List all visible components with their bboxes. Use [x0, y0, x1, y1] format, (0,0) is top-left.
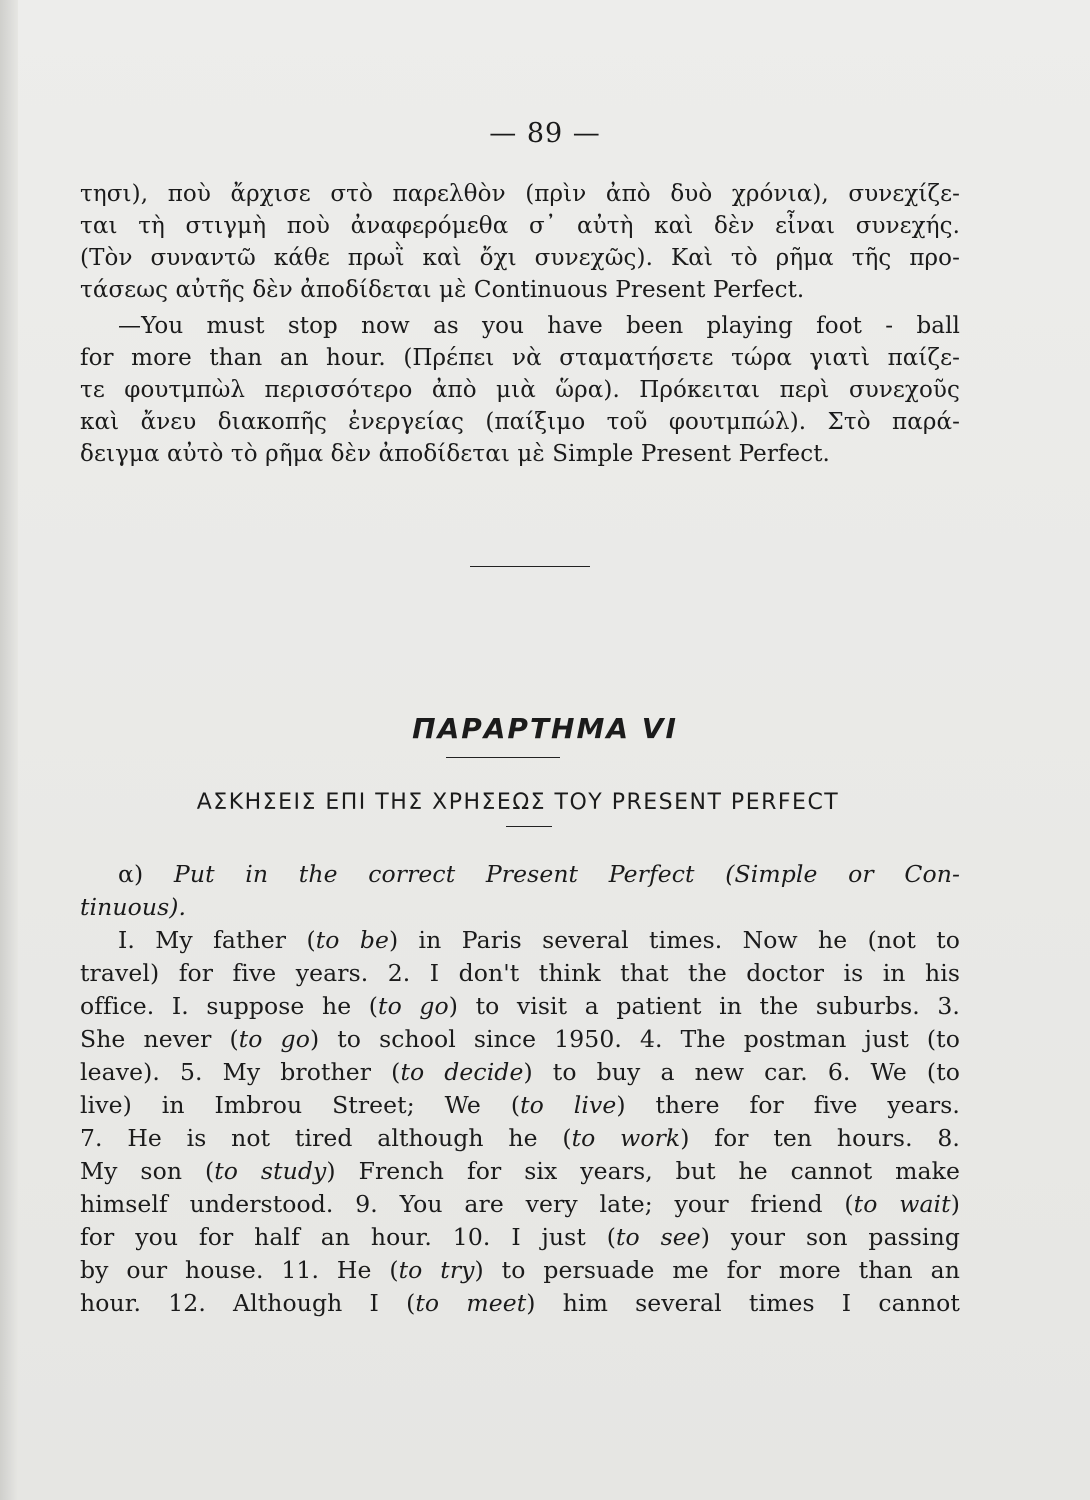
text-line: 7. He is not tired although he (to work) for ten hours. 8. [80, 1124, 960, 1152]
text-line: for more than an hour. (Πρέπει νὰ σταματήσετε τώρα γιατὶ παίζε- [80, 345, 960, 371]
exercise-label: α) [118, 860, 144, 888]
text-line: for you for half an hour. 10. I just (to see) your son passing [80, 1223, 960, 1251]
text-line: τάσεως αὐτῆς δὲν ἀποδίδεται μὲ Continuous Present Perfect. [80, 277, 805, 303]
text-line: leave). 5. My brother (to decide) to buy a new car. 6. We (to [80, 1058, 960, 1086]
title-underline [446, 757, 560, 758]
text-line: office. I. suppose he (to go) to visit a patient in the suburbs. 3. [80, 992, 961, 1020]
intro-paragraph [80, 178, 960, 306]
text-line: My son (to study) French for six years, but he cannot make [80, 1157, 961, 1185]
appendix-title: ΠΑΡΑΡΤΗΜΑ VI [412, 712, 678, 745]
example-paragraph [80, 310, 960, 470]
section-divider [470, 566, 590, 567]
exercise-instruction [80, 858, 960, 891]
text-line: —You must stop now as you have been playing foot - ball [118, 313, 960, 339]
exercise-instruction-text: Put in the correct Present Perfect (Simple or Con- [173, 860, 960, 888]
text-line: καὶ ἄνευ διακοπῆς ἐνεργείας (παίξιμο τοῦ φουτμπώλ). Στὸ παρά- [80, 409, 960, 435]
section-underline [506, 826, 552, 827]
section-title: ΑΣΚΗΣΕΙΣ ΕΠΙ ΤΗΣ ΧΡΗΣΕΩΣ ΤΟΥ PRESENT PERFECT [196, 790, 840, 815]
text-line: live) in Imbrou Street; We (to live) there for five years. [80, 1091, 960, 1119]
exercise-instruction-text: tinuous). [80, 893, 187, 921]
text-line: by our house. 11. He (to try) to persuade me for more than an [80, 1256, 960, 1284]
text-line: (Τὸν συναντῶ κάθε πρωῒ καὶ ὄχι συνεχῶς). Καὶ τὸ ρῆμα τῆς προ- [80, 245, 960, 271]
text-line: τησι), ποὺ ἄρχισε στὸ παρελθὸν (πρὶν ἀπὸ δυὸ χρόνια), συνεχίζε- [80, 181, 960, 207]
text-line: I. My father (to be) in Paris several times. Now he (not to [118, 926, 961, 954]
exercise-block [80, 858, 960, 1320]
text-line: She never (to go) to school since 1950. 4. The postman just (to [80, 1025, 960, 1053]
text-line: travel) for five years. 2. I don't think that the doctor is in his [80, 959, 960, 987]
text-line: δειγμα αὐτὸ τὸ ρῆμα δὲν ἀποδίδεται μὲ Simple Present Perfect. [80, 441, 830, 467]
text-line: himself understood. 9. You are very late; your friend (to wait) [80, 1190, 960, 1218]
text-line: hour. 12. Although I (to meet) him several times I cannot [80, 1289, 960, 1317]
text-line: τε φουτμπὼλ περισσότερο ἀπὸ μιὰ ὥρα). Πρόκειται περὶ συνεχοῦς [80, 377, 960, 403]
page-number: — 89 — [489, 118, 601, 149]
text-line: ται τὴ στιγμὴ ποὺ ἀναφερόμεθα σ᾽ αὐτὴ καὶ δὲν εἶναι συνεχής. [80, 213, 960, 239]
page-binding-edge [0, 0, 18, 1500]
exercise-instruction-cont [80, 891, 960, 924]
